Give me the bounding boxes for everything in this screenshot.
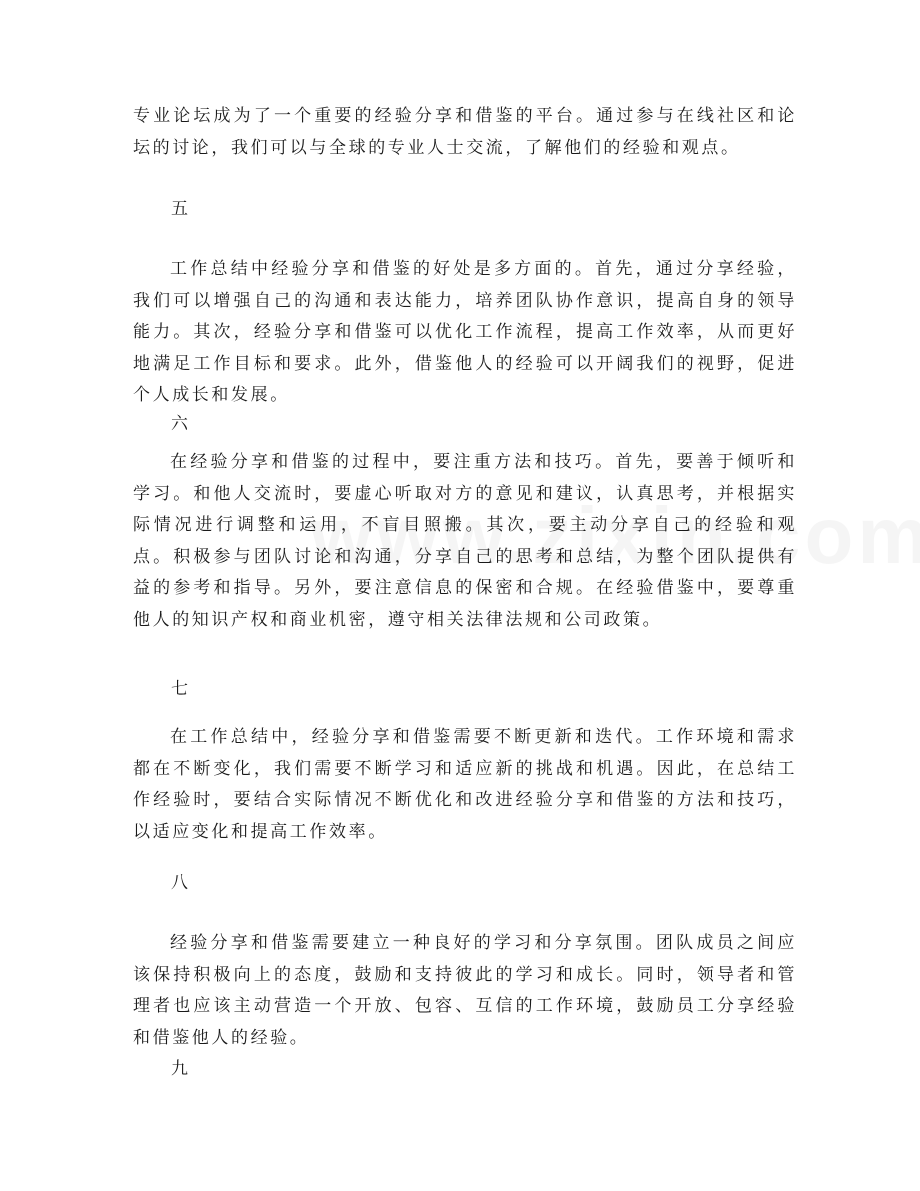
paragraph-methods: 在经验分享和借鉴的过程中，要注重方法和技巧。首先，要善于倾听和学习。和他人交流时，要虚心听取对方的意见和建议，认真思考，并根据实际情况进行调整和运用，不盲目照搬。其次，要主动分享自己的经验和观点。积极参与团队讨论和沟通，分享自己的思考和总结，为整个团队提供有益的参考和指导。另外，要注意信息的保密和合规。在经验借鉴中，要尊重他人的知识产权和商业机密，遵守相关法律法规和公司政策。 [133,452,797,630]
paragraph-atmosphere: 经验分享和借鉴需要建立一种良好的学习和分享氛围。团队成员之间应该保持积极向上的态度，鼓励和支持彼此的学习和成长。同时，领导者和管理者也应该主动营造一个开放、包容、互信的工作环境，鼓励员工分享经验和借鉴他人的经验。 [133,933,797,1048]
section-heading-5: 五 [171,199,190,219]
section-heading-9: 九 [171,1059,190,1079]
section-heading-6: 六 [171,414,190,434]
paragraph-forum-intro: 专业论坛成为了一个重要的经验分享和借鉴的平台。通过参与在线社区和论坛的讨论，我们可以与全球的专业人士交流，了解他们的经验和观点。 [133,106,797,158]
section-heading-7: 七 [171,679,190,699]
paragraph-iteration: 在工作总结中，经验分享和借鉴需要不断更新和迭代。工作环境和需求都在不断变化，我们需要不断学习和适应新的挑战和机遇。因此，在总结工作经验时，要结合实际情况不断优化和改进经验分享和借鉴的方法和技巧，以适应变化和提高工作效率。 [133,727,797,842]
section-heading-8: 八 [171,873,190,893]
paragraph-benefits: 工作总结中经验分享和借鉴的好处是多方面的。首先，通过分享经验，我们可以增强自己的沟通和表达能力，培养团队协作意识，提高自身的领导能力。其次，经验分享和借鉴可以优化工作流程，提高工作效率，从而更好地满足工作目标和要求。此外，借鉴他人的经验可以开阔我们的视野，促进个人成长和发展。 [133,259,797,405]
